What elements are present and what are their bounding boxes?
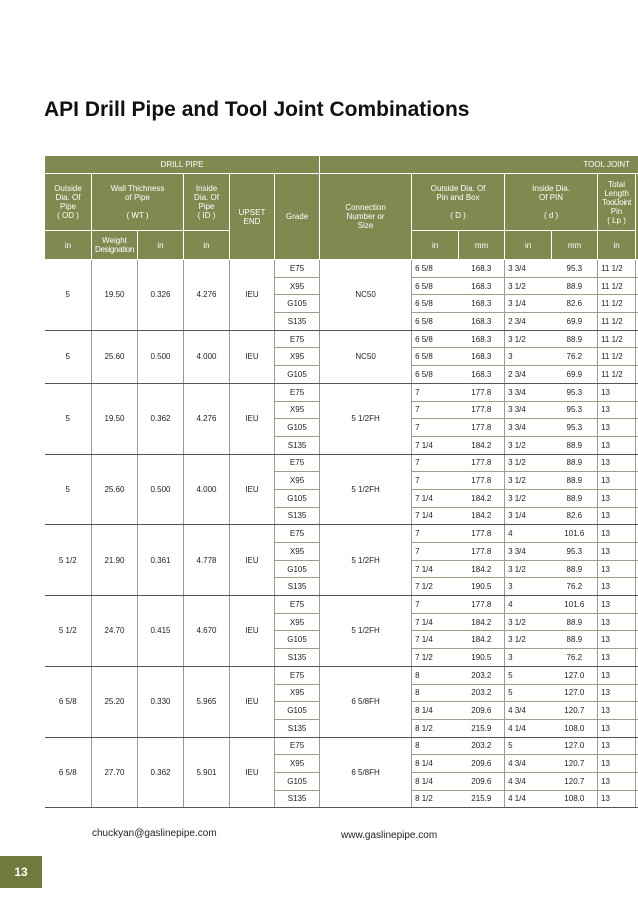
cell-tj-id-in: 3 3/4: [505, 383, 552, 401]
cell-length-in: 11 1/2: [598, 330, 636, 348]
cell-tj-id-mm: 88.9: [552, 631, 598, 649]
cell-tj-id-in: 3 1/4: [505, 295, 552, 313]
cell-tj-id-mm: 76.2: [552, 649, 598, 667]
cell-tj-od-in: 8 1/4: [412, 702, 459, 720]
cell-length-in: 13: [598, 560, 636, 578]
cell-tj-id-mm: 88.9: [552, 489, 598, 507]
tool-joint-od-header: Outside Dia. Of Pin and Box ( D ): [412, 174, 505, 231]
cell-outside-dia: 5 1/2: [45, 596, 92, 667]
cell-tj-od-in: 7 1/2: [412, 578, 459, 596]
cell-length-in: 13: [598, 719, 636, 737]
cell-tj-od-in: 7 1/4: [412, 507, 459, 525]
cell-tj-id-mm: 76.2: [552, 578, 598, 596]
cell-tj-id-in: 3: [505, 649, 552, 667]
cell-tj-od-mm: 177.8: [459, 472, 505, 490]
cell-grade: X95: [275, 472, 320, 490]
cell-weight: 19.50: [92, 260, 138, 331]
cell-tj-od-mm: 184.2: [459, 489, 505, 507]
cell-length-in: 13: [598, 543, 636, 561]
cell-tj-od-in: 7 1/4: [412, 560, 459, 578]
cell-grade: E75: [275, 330, 320, 348]
cell-connection: NC50: [320, 260, 412, 331]
cell-tj-od-mm: 177.8: [459, 401, 505, 419]
cell-connection: 6 5/8FH: [320, 666, 412, 737]
cell-outside-dia: 5: [45, 454, 92, 525]
cell-tj-od-in: 7: [412, 454, 459, 472]
cell-tj-od-in: 7: [412, 525, 459, 543]
drill-pipe-header: DRILL PIPE: [45, 156, 320, 174]
cell-weight: 21.90: [92, 525, 138, 596]
cell-grade: X95: [275, 348, 320, 366]
cell-tj-od-mm: 184.2: [459, 507, 505, 525]
cell-grade: S135: [275, 719, 320, 737]
cell-tj-od-mm: 203.2: [459, 684, 505, 702]
cell-upset-end: IEU: [230, 260, 275, 331]
cell-tj-id-mm: 127.0: [552, 666, 598, 684]
cell-tj-id-in: 3 1/4: [505, 507, 552, 525]
cell-connection: 5 1/2FH: [320, 525, 412, 596]
cell-tj-id-mm: 88.9: [552, 277, 598, 295]
cell-length-in: 13: [598, 684, 636, 702]
table-row: [45, 260, 638, 278]
cell-inside-dia: 4.670: [184, 596, 230, 667]
cell-wall-thickness: 0.415: [138, 596, 184, 667]
cell-outside-dia: 5: [45, 260, 92, 331]
cell-tj-id-in: 3 1/2: [505, 489, 552, 507]
cell-connection: 5 1/2FH: [320, 454, 412, 525]
cell-tj-id-mm: 101.6: [552, 596, 598, 614]
cell-length-in: 11 1/2: [598, 277, 636, 295]
cell-length-in: 13: [598, 578, 636, 596]
cell-weight: 19.50: [92, 383, 138, 454]
cell-tj-id-in: 3: [505, 348, 552, 366]
cell-tj-od-in: 7: [412, 543, 459, 561]
upset-end-header: UPSET END: [230, 174, 275, 260]
unit-in: in: [184, 231, 230, 260]
cell-tj-id-in: 3 1/2: [505, 472, 552, 490]
cell-length-in: 11 1/2: [598, 366, 636, 384]
table-body: [45, 260, 638, 808]
unit-in: in: [138, 231, 184, 260]
cell-tj-od-mm: 190.5: [459, 649, 505, 667]
cell-tj-od-mm: 177.8: [459, 596, 505, 614]
cell-outside-dia: 6 5/8: [45, 666, 92, 737]
cell-tj-id-mm: 95.3: [552, 383, 598, 401]
cell-grade: E75: [275, 260, 320, 278]
cell-length-in: 13: [598, 436, 636, 454]
cell-tj-od-in: 8 1/4: [412, 772, 459, 790]
cell-tj-od-mm: 184.2: [459, 436, 505, 454]
cell-tj-od-in: 7: [412, 401, 459, 419]
cell-tj-id-in: 3: [505, 578, 552, 596]
cell-tj-id-in: 3 1/2: [505, 631, 552, 649]
cell-wall-thickness: 0.330: [138, 666, 184, 737]
cell-tj-id-mm: 95.3: [552, 419, 598, 437]
cell-tj-od-in: 8: [412, 684, 459, 702]
table-row: [45, 596, 638, 614]
cell-tj-od-in: 7: [412, 472, 459, 490]
length-header: Total Length ToolJoint Pin ( Lp ): [598, 174, 636, 231]
table-row: [45, 666, 638, 684]
cell-tj-od-in: 7 1/4: [412, 613, 459, 631]
wall-thickness-header: Wall Thichness of Pipe ( WT ): [92, 174, 184, 231]
cell-upset-end: IEU: [230, 666, 275, 737]
cell-grade: X95: [275, 613, 320, 631]
cell-wall-thickness: 0.362: [138, 383, 184, 454]
cell-connection: 5 1/2FH: [320, 596, 412, 667]
cell-grade: G105: [275, 702, 320, 720]
cell-tj-od-in: 8: [412, 737, 459, 755]
cell-tj-od-in: 6 5/8: [412, 295, 459, 313]
connection-header: Connection Number or Size: [320, 174, 412, 260]
cell-grade: G105: [275, 489, 320, 507]
cell-length-in: 11 1/2: [598, 313, 636, 331]
cell-tj-od-mm: 168.3: [459, 295, 505, 313]
cell-weight: 25.20: [92, 666, 138, 737]
cell-upset-end: IEU: [230, 383, 275, 454]
cell-tj-id-in: 3 1/2: [505, 330, 552, 348]
cell-tj-od-in: 7: [412, 419, 459, 437]
cell-tj-od-in: 7 1/4: [412, 436, 459, 454]
cell-grade: X95: [275, 684, 320, 702]
cell-grade: G105: [275, 560, 320, 578]
cell-inside-dia: 4.276: [184, 383, 230, 454]
cell-tj-id-mm: 108.0: [552, 719, 598, 737]
cell-tj-od-mm: 168.3: [459, 260, 505, 278]
cell-grade: X95: [275, 543, 320, 561]
cell-tj-id-mm: 95.3: [552, 401, 598, 419]
cell-grade: E75: [275, 666, 320, 684]
cell-tj-od-in: 7 1/4: [412, 489, 459, 507]
cell-length-in: 13: [598, 649, 636, 667]
cell-tj-od-mm: 209.6: [459, 702, 505, 720]
cell-tj-od-mm: 209.6: [459, 772, 505, 790]
cell-length-in: 13: [598, 489, 636, 507]
cell-tj-od-mm: 168.3: [459, 313, 505, 331]
cell-tj-id-mm: 101.6: [552, 525, 598, 543]
cell-tj-od-in: 6 5/8: [412, 366, 459, 384]
cell-length-in: 13: [598, 631, 636, 649]
cell-grade: S135: [275, 436, 320, 454]
table-row: [45, 330, 638, 348]
unit-in: in: [45, 231, 92, 260]
cell-connection: 5 1/2FH: [320, 383, 412, 454]
cell-tj-id-in: 4: [505, 525, 552, 543]
cell-tj-id-mm: 88.9: [552, 613, 598, 631]
cell-tj-id-in: 3 3/4: [505, 401, 552, 419]
cell-tj-id-in: 4 1/4: [505, 790, 552, 808]
cell-upset-end: IEU: [230, 596, 275, 667]
cell-upset-end: IEU: [230, 737, 275, 808]
cell-length-in: 13: [598, 472, 636, 490]
cell-tj-id-in: 4 3/4: [505, 755, 552, 773]
unit-in: in: [505, 231, 552, 260]
cell-tj-id-mm: 82.6: [552, 507, 598, 525]
table-header: [45, 156, 638, 260]
cell-outside-dia: 5: [45, 383, 92, 454]
table-row: [45, 737, 638, 755]
cell-tj-od-mm: 168.3: [459, 277, 505, 295]
cell-tj-id-mm: 120.7: [552, 702, 598, 720]
cell-length-in: 13: [598, 790, 636, 808]
cell-tj-od-in: 7: [412, 596, 459, 614]
cell-tj-id-mm: 95.3: [552, 260, 598, 278]
cell-tj-id-mm: 120.7: [552, 772, 598, 790]
cell-wall-thickness: 0.362: [138, 737, 184, 808]
unit-mm: mm: [552, 231, 598, 260]
cell-grade: E75: [275, 454, 320, 472]
cell-inside-dia: 4.276: [184, 260, 230, 331]
cell-grade: S135: [275, 313, 320, 331]
cell-tj-od-mm: 184.2: [459, 560, 505, 578]
cell-tj-od-in: 6 5/8: [412, 313, 459, 331]
cell-tj-od-mm: 209.6: [459, 755, 505, 773]
cell-inside-dia: 5.965: [184, 666, 230, 737]
cell-grade: E75: [275, 737, 320, 755]
cell-wall-thickness: 0.500: [138, 330, 184, 383]
cell-tj-od-mm: 168.3: [459, 348, 505, 366]
cell-wall-thickness: 0.361: [138, 525, 184, 596]
cell-tj-id-in: 3 3/4: [505, 260, 552, 278]
footer-email: chuckyan@gaslinepipe.com: [92, 828, 217, 839]
cell-tj-od-mm: 190.5: [459, 578, 505, 596]
cell-length-in: 13: [598, 702, 636, 720]
unit-in: in: [412, 231, 459, 260]
cell-grade: X95: [275, 401, 320, 419]
cell-tj-od-mm: 177.8: [459, 525, 505, 543]
cell-tj-od-mm: 215.9: [459, 719, 505, 737]
cell-grade: S135: [275, 790, 320, 808]
table-row: [45, 525, 638, 543]
cell-tj-od-mm: 184.2: [459, 631, 505, 649]
cell-length-in: 13: [598, 596, 636, 614]
cell-tj-od-mm: 177.8: [459, 383, 505, 401]
cell-grade: G105: [275, 772, 320, 790]
cell-tj-id-mm: 95.3: [552, 543, 598, 561]
page-title: API Drill Pipe and Tool Joint Combinations: [44, 98, 470, 121]
cell-tj-id-mm: 69.9: [552, 313, 598, 331]
cell-tj-od-in: 8 1/4: [412, 755, 459, 773]
grade-header: Grade: [275, 174, 320, 260]
cell-tj-id-in: 2 3/4: [505, 366, 552, 384]
cell-grade: G105: [275, 419, 320, 437]
cell-tj-od-mm: 177.8: [459, 419, 505, 437]
cell-tj-od-in: 7 1/2: [412, 649, 459, 667]
cell-tj-id-in: 4 1/4: [505, 719, 552, 737]
cell-length-in: 13: [598, 383, 636, 401]
cell-tj-od-in: 7: [412, 383, 459, 401]
cell-grade: E75: [275, 383, 320, 401]
cell-grade: G105: [275, 631, 320, 649]
cell-length-in: 11 1/2: [598, 295, 636, 313]
cell-grade: E75: [275, 525, 320, 543]
cell-tj-id-mm: 82.6: [552, 295, 598, 313]
cell-tj-od-in: 6 5/8: [412, 330, 459, 348]
cell-weight: 24.70: [92, 596, 138, 667]
cell-tj-id-mm: 88.9: [552, 436, 598, 454]
cell-tj-id-mm: 127.0: [552, 737, 598, 755]
cell-tj-od-mm: 184.2: [459, 613, 505, 631]
cell-inside-dia: 4.000: [184, 454, 230, 525]
cell-tj-od-in: 8 1/2: [412, 790, 459, 808]
cell-weight: 25.60: [92, 330, 138, 383]
cell-length-in: 13: [598, 666, 636, 684]
cell-length-in: 13: [598, 454, 636, 472]
cell-tj-id-in: 5: [505, 684, 552, 702]
tool-joint-header: TOOL JOINT: [320, 156, 638, 174]
cell-tj-id-mm: 120.7: [552, 755, 598, 773]
cell-tj-od-in: 6 5/8: [412, 260, 459, 278]
cell-length-in: 13: [598, 525, 636, 543]
table-row: [45, 383, 638, 401]
cell-grade: G105: [275, 295, 320, 313]
cell-tj-od-in: 7 1/4: [412, 631, 459, 649]
cell-length-in: 13: [598, 401, 636, 419]
cell-connection: 6 5/8FH: [320, 737, 412, 808]
cell-grade: E75: [275, 596, 320, 614]
cell-grade: X95: [275, 755, 320, 773]
cell-tj-id-in: 3 1/2: [505, 454, 552, 472]
cell-tj-od-mm: 177.8: [459, 543, 505, 561]
cell-upset-end: IEU: [230, 454, 275, 525]
cell-tj-id-in: 3 3/4: [505, 419, 552, 437]
cell-weight: 25.60: [92, 454, 138, 525]
cell-length-in: 13: [598, 737, 636, 755]
cell-wall-thickness: 0.326: [138, 260, 184, 331]
cell-inside-dia: 4.000: [184, 330, 230, 383]
cell-connection: NC50: [320, 330, 412, 383]
unit-mm: mm: [459, 231, 505, 260]
cell-outside-dia: 6 5/8: [45, 737, 92, 808]
cell-tj-od-in: 6 5/8: [412, 348, 459, 366]
cell-inside-dia: 4.778: [184, 525, 230, 596]
cell-tj-id-mm: 88.9: [552, 560, 598, 578]
cell-upset-end: IEU: [230, 525, 275, 596]
cell-tj-id-in: 5: [505, 737, 552, 755]
cell-outside-dia: 5: [45, 330, 92, 383]
cell-length-in: 13: [598, 613, 636, 631]
cell-length-in: 11 1/2: [598, 260, 636, 278]
cell-tj-od-in: 8 1/2: [412, 719, 459, 737]
cell-tj-od-mm: 203.2: [459, 666, 505, 684]
cell-length-in: 11 1/2: [598, 348, 636, 366]
cell-tj-id-in: 3 1/2: [505, 613, 552, 631]
cell-tj-od-mm: 168.3: [459, 330, 505, 348]
cell-tj-id-mm: 108.0: [552, 790, 598, 808]
weight-designation-header: Weight Designation: [92, 231, 138, 260]
drill-pipe-table: [44, 155, 638, 808]
cell-tj-id-in: 3 3/4: [505, 543, 552, 561]
cell-grade: S135: [275, 578, 320, 596]
cell-tj-id-mm: 88.9: [552, 454, 598, 472]
od-header: Outside Dia. Of Pipe ( OD ): [45, 174, 92, 231]
unit-in: in: [598, 231, 636, 260]
id-header: Inside Dia. Of Pipe ( ID ): [184, 174, 230, 231]
cell-tj-od-mm: 215.9: [459, 790, 505, 808]
cell-tj-od-mm: 168.3: [459, 366, 505, 384]
cell-tj-id-in: 3 1/2: [505, 436, 552, 454]
cell-tj-od-in: 8: [412, 666, 459, 684]
cell-weight: 27.70: [92, 737, 138, 808]
cell-grade: S135: [275, 507, 320, 525]
cell-length-in: 13: [598, 507, 636, 525]
cell-tj-id-mm: 76.2: [552, 348, 598, 366]
cell-outside-dia: 5 1/2: [45, 525, 92, 596]
cell-upset-end: IEU: [230, 330, 275, 383]
cell-tj-id-in: 4 3/4: [505, 702, 552, 720]
cell-length-in: 13: [598, 419, 636, 437]
cell-length-in: 13: [598, 772, 636, 790]
cell-grade: G105: [275, 366, 320, 384]
cell-inside-dia: 5.901: [184, 737, 230, 808]
cell-tj-id-mm: 88.9: [552, 330, 598, 348]
cell-length-in: 13: [598, 755, 636, 773]
cell-tj-id-in: 3 1/2: [505, 277, 552, 295]
cell-tj-od-in: 6 5/8: [412, 277, 459, 295]
cell-tj-od-mm: 203.2: [459, 737, 505, 755]
page-number: 13: [0, 856, 42, 888]
cell-tj-id-mm: 69.9: [552, 366, 598, 384]
cell-tj-id-mm: 127.0: [552, 684, 598, 702]
cell-tj-id-in: 4: [505, 596, 552, 614]
footer-website: www.gaslinepipe.com: [341, 830, 438, 841]
cell-tj-id-in: 4 3/4: [505, 772, 552, 790]
cell-tj-od-mm: 177.8: [459, 454, 505, 472]
cell-tj-id-in: 3 1/2: [505, 560, 552, 578]
table-row: [45, 454, 638, 472]
tool-joint-id-header: Inside Dia. Of PIN ( d ): [505, 174, 598, 231]
cell-tj-id-in: 5: [505, 666, 552, 684]
cell-grade: X95: [275, 277, 320, 295]
cell-grade: S135: [275, 649, 320, 667]
cell-tj-id-mm: 88.9: [552, 472, 598, 490]
cell-tj-id-in: 2 3/4: [505, 313, 552, 331]
cell-wall-thickness: 0.500: [138, 454, 184, 525]
